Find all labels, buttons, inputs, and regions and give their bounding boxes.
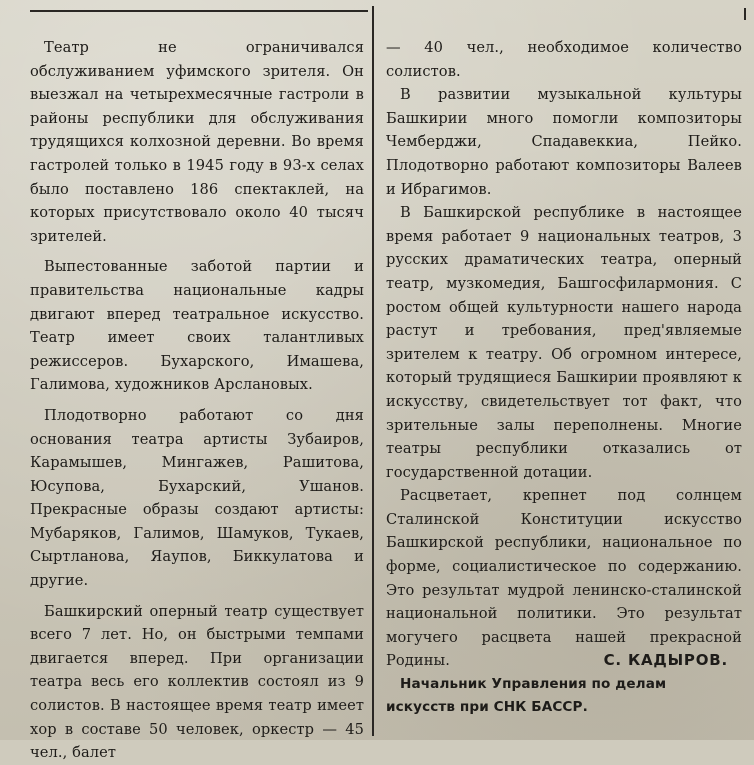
top-rule — [30, 10, 368, 12]
signature-title — [386, 673, 742, 719]
left-paragraph-2: Выпестованные заботой партии и правительства национальные кадры двигают вперед театральное искусство. Театр имеет своих талантливых режиссеров. Бухарского, Имашева, Галимова, художников Арслановых. — [30, 258, 364, 394]
closing-paragraph — [386, 484, 742, 673]
right-edge-rule — [744, 8, 746, 20]
right-paragraph-1: В развитии музыкальной культуры Башкирии много помогли композиторы Чемберджи, Спадавеккиа, Пейко. Плодотворно работают композиторы Валеев и Ибрагимов. — [386, 86, 742, 198]
author-signature: С. КАДЫРОВ. — [603, 651, 728, 670]
right-continuation: — 40 чел., необходимое количество солистов. — [386, 39, 742, 80]
left-paragraph-4: Башкирский оперный театр существует всего 7 лет. Но, он быстрыми темпами двигается вперед. При организации театра весь его коллектив состоял из 9 солистов. В настоящее время театр имеет хор в составе 50 человек, оркестр — 45 чел., балет — [30, 602, 364, 762]
left-paragraph-1: Театр не ограничивался обслуживанием уфимского зрителя. Он выезжал на четырехмесячные гастроли в районы республики для обслуживания трудящихся колхозной деревни. Во время гастролей только в 1945 году в 93-х селах было поставлено 186 спектаклей, на которых присутствовало около 40 тысяч зрителей. — [30, 39, 364, 245]
left-paragraph-3: Плодотворно работают со дня основания театра артисты Зубаиров, Карамышев, Мингажев, Рашитова, Юсупова, Бухарский, Ушанов. Прекрасные образы создают артисты: Мубаряков, Галимов, Шамуков, Тукаев, Сыртланова, Яаупов, Биккулатова и другие. — [30, 406, 364, 590]
closing-text: Расцветает, крепнет под солнцем Сталинской Конституции искусство Башкирской республики, национальное по форме, социалистическое по содержанию. Это результат мудрой ленинско-сталинской национальной политики. Это результат могучего расцвета нашей прекрасной Родины. — [386, 487, 742, 670]
signature-title-line1: Начальник Управления по делам — [400, 676, 667, 693]
right-paragraph-2: В Башкирской республике в настоящее время работает 9 национальных театров, 3 русских драматических театра, оперный театр, музкомедия, Башгосфилармония. С ростом общей культурности нашего народа растут и требования, пред'являемые зрителем к театру. Об огромном интересе, который трудящиеся Башкирии проявляют к искусству, свидетельствует тот факт, что зрительные залы переполнены. Многие театры республики отказались от государственной дотации. — [386, 204, 742, 481]
right-column — [386, 36, 742, 719]
signature-title-line2: искусств при СНК БАССР. — [386, 699, 588, 716]
left-column — [30, 36, 364, 765]
column-divider — [372, 6, 374, 736]
